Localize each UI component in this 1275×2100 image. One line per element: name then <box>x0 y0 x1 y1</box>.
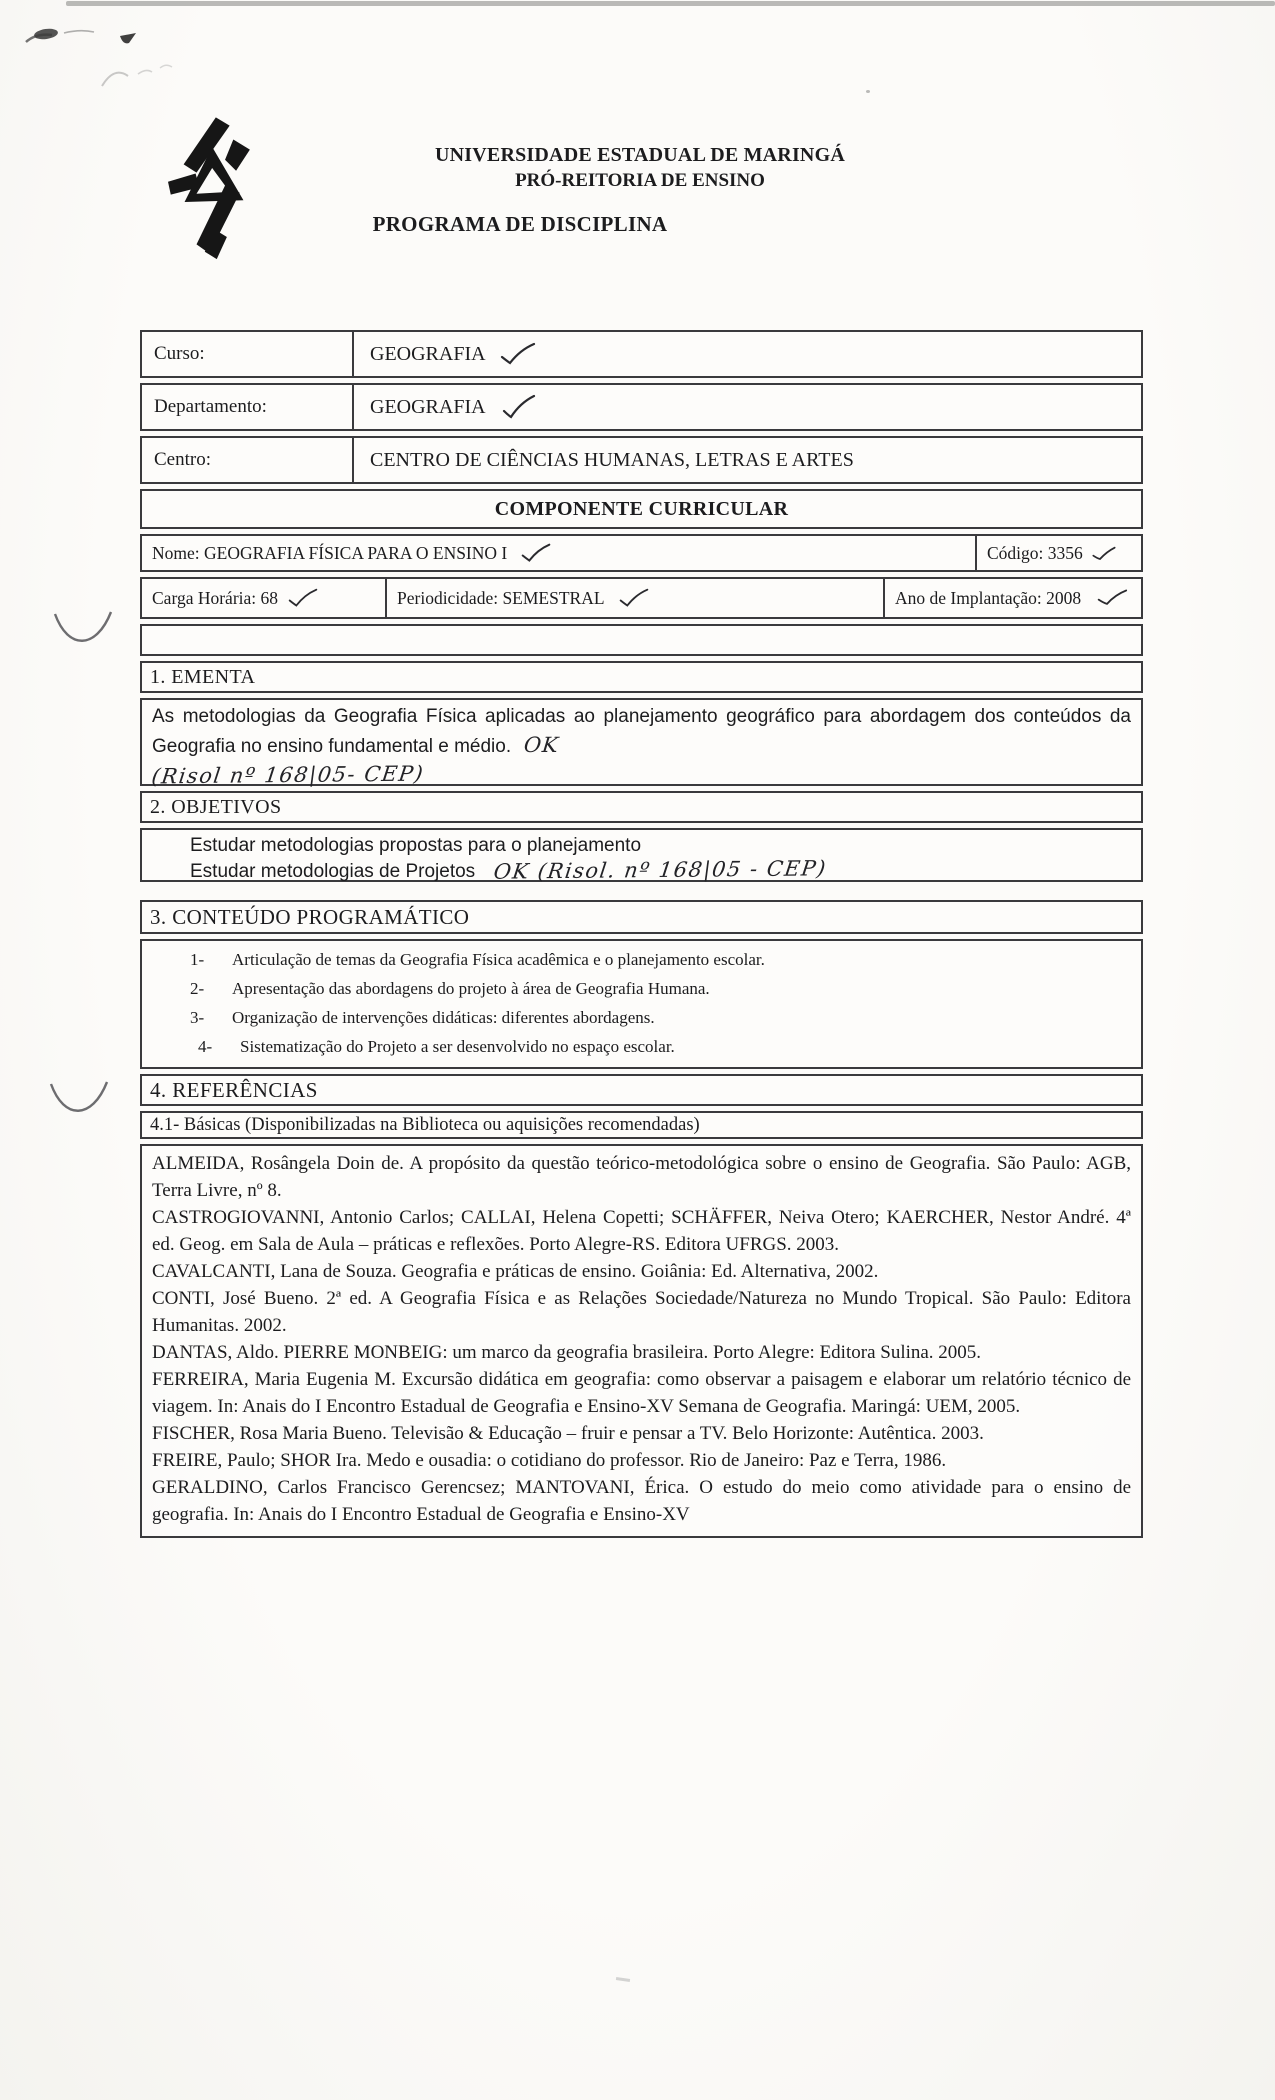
curso-label: Curso: <box>142 332 354 376</box>
checkmark-icon <box>521 543 551 563</box>
item-text: Apresentação das abordagens do projeto à área de Geografia Humana. <box>232 979 710 998</box>
checkmark-icon <box>500 342 536 366</box>
nome-value: GEOGRAFIA FÍSICA PARA O ENSINO I <box>204 542 508 563</box>
scan-speck <box>616 1977 630 1982</box>
referencias-heading: 4. REFERÊNCIAS <box>140 1074 1143 1106</box>
objetivos-text-box <box>140 828 1143 882</box>
ano-value: 2008 <box>1046 587 1082 608</box>
reference-entry: GERALDINO, Carlos Francisco Gerencsez; MANTOVANI, Érica. O estudo do meio como atividade para o ensino de geografia. In: Anais do I Encontro Estadual de Geografia e Ensino-XV <box>152 1477 1131 1525</box>
carga-value: 68 <box>260 587 279 608</box>
objetivo-line-1: Estudar metodologias propostas para o planejamento <box>190 835 642 856</box>
codigo-cell <box>975 536 1141 570</box>
carga-horaria-cell <box>142 579 385 617</box>
conteudo-list <box>140 939 1143 1069</box>
objetivo-line-2-text: Estudar metodologias de Projetos <box>190 861 476 882</box>
pencil-mark <box>94 52 184 102</box>
reference-entry: CONTI, José Bueno. 2ª ed. A Geografia Física e as Relações Sociedade/Natureza no Mundo Tropical. São Paulo: Editora Humanitas. 2002. <box>152 1288 1131 1336</box>
ano-label: Ano de Implantação: <box>895 587 1042 608</box>
objetivo-line-2 <box>152 858 1131 884</box>
centro-row <box>140 436 1143 484</box>
checkmark-icon <box>1091 545 1117 561</box>
handwritten-note: (Risol nº 168|05- CEP) <box>150 761 426 789</box>
document-title: PROGRAMA DE DISCIPLINA <box>372 212 668 236</box>
item-text: Sistematização do Projeto a ser desenvolvido no espaço escolar. <box>240 1037 675 1056</box>
margin-check-mark <box>48 1076 110 1124</box>
handwritten-note: OK (Risol. nº 168|05 - CEP) <box>492 856 829 884</box>
list-item <box>142 945 1141 974</box>
reference-entry: FREIRE, Paulo; SHOR Ira. Medo e ousadia: o cotidiano do professor. Rio de Janeiro: Paz e Terra, 1986. <box>152 1450 947 1471</box>
departamento-value: GEOGRAFIA <box>370 395 486 418</box>
handwritten-ok: OK <box>523 733 561 757</box>
scan-speck <box>866 90 870 93</box>
ementa-text: As metodologias da Geografia Física aplicadas ao planejamento geográfico para abordagem dos conteúdos da Geografia no ensino fundamental e médio. <box>152 706 1131 757</box>
pro-reitoria-name: PRÓ-REITORIA DE ENSINO <box>515 170 765 191</box>
nome-label: Nome: <box>152 542 200 563</box>
curso-value-cell <box>354 332 1141 376</box>
reference-entry: ALMEIDA, Rosângela Doin de. A propósito da questão teórico-metodológica sobre o ensino de Geografia. São Paulo: AGB, Terra Livre, nº 8. <box>152 1153 1131 1201</box>
item-number: 2- <box>190 979 205 998</box>
departamento-value-cell <box>354 385 1141 429</box>
item-text: Articulação de temas da Geografia Física acadêmica e o planejamento escolar. <box>232 950 765 969</box>
carga-label: Carga Horária: <box>152 587 257 608</box>
referencias-subheading: 4.1- Básicas (Disponibilizadas na Biblioteca ou aquisições recomendadas) <box>140 1111 1143 1139</box>
list-item <box>142 1003 1141 1032</box>
reference-entry: FERREIRA, Maria Eugenia M. Excursão didática em geografia: como observar a paisagem e elaborar um relatório técnico de viagem. In: Anais do I Encontro Estadual de Geografia e Ensino-XV Semana de Geografia. Maringá: UEM, 2005. <box>152 1369 1131 1417</box>
curso-row <box>140 330 1143 378</box>
objetivos-heading: 2. OBJETIVOS <box>140 791 1143 823</box>
conteudo-heading: 3. CONTEÚDO PROGRAMÁTICO <box>140 900 1143 934</box>
ementa-heading: 1. EMENTA <box>140 661 1143 693</box>
programa-table <box>140 900 1143 1538</box>
item-number: 1- <box>190 950 205 969</box>
periodicidade-value: SEMESTRAL <box>502 587 605 608</box>
item-number: 3- <box>190 1008 205 1027</box>
referencias-list <box>140 1144 1143 1538</box>
checkmark-icon <box>619 587 649 609</box>
ano-implantacao-cell <box>883 579 1141 617</box>
checkmark-icon <box>1095 588 1129 608</box>
scanner-edge-band <box>66 1 1275 6</box>
nome-cell <box>142 536 975 570</box>
curso-value: GEOGRAFIA <box>370 342 486 365</box>
margin-check-mark <box>52 606 114 654</box>
list-item <box>142 974 1141 1003</box>
centro-label: Centro: <box>142 438 354 482</box>
ementa-text-box <box>140 698 1143 789</box>
centro-value: CENTRO DE CIÊNCIAS HUMANAS, LETRAS E ARTES <box>370 448 854 471</box>
nome-row <box>140 534 1143 572</box>
reference-entry: CASTROGIOVANNI, Antonio Carlos; CALLAI, Helena Copetti; SCHÄFFER, Neiva Otero; KAERCHER, Nestor André. 4ª ed. Geog. em Sala de Aula – práticas e reflexões. Porto Alegre-RS. Editora UFRGS. 2003. <box>152 1207 1131 1255</box>
codigo-label: Código: <box>987 542 1044 563</box>
item-text: Organização de intervenções didáticas: diferentes abordagens. <box>232 1008 655 1027</box>
reference-entry: CAVALCANTI, Lana de Souza. Geografia e práticas de ensino. Goiânia: Ed. Alternativa, 2002. <box>152 1261 879 1282</box>
item-number: 4- <box>198 1037 213 1056</box>
reference-entry: DANTAS, Aldo. PIERRE MONBEIG: um marco da geografia brasileira. Porto Alegre: Editora Sulina. 2005. <box>152 1342 982 1363</box>
departamento-label: Departamento: <box>142 385 354 429</box>
course-info-table <box>140 330 1143 882</box>
university-name: UNIVERSIDADE ESTADUAL DE MARINGÁ <box>435 144 845 166</box>
reference-entry: FISCHER, Rosa Maria Bueno. Televisão & Educação – fruir e pensar a TV. Belo Horizonte: Autêntica. 2003. <box>152 1423 984 1444</box>
carga-horaria-row <box>140 577 1143 619</box>
checkmark-icon <box>500 394 536 420</box>
list-item <box>142 1032 1141 1061</box>
componente-curricular-header: COMPONENTE CURRICULAR <box>140 489 1143 529</box>
periodicidade-cell <box>385 579 883 617</box>
checkmark-icon <box>288 587 318 609</box>
uem-logo <box>168 116 260 266</box>
departamento-row <box>140 383 1143 431</box>
periodicidade-label: Periodicidade: <box>397 587 499 608</box>
empty-row <box>140 624 1143 656</box>
codigo-value: 3356 <box>1047 542 1083 563</box>
